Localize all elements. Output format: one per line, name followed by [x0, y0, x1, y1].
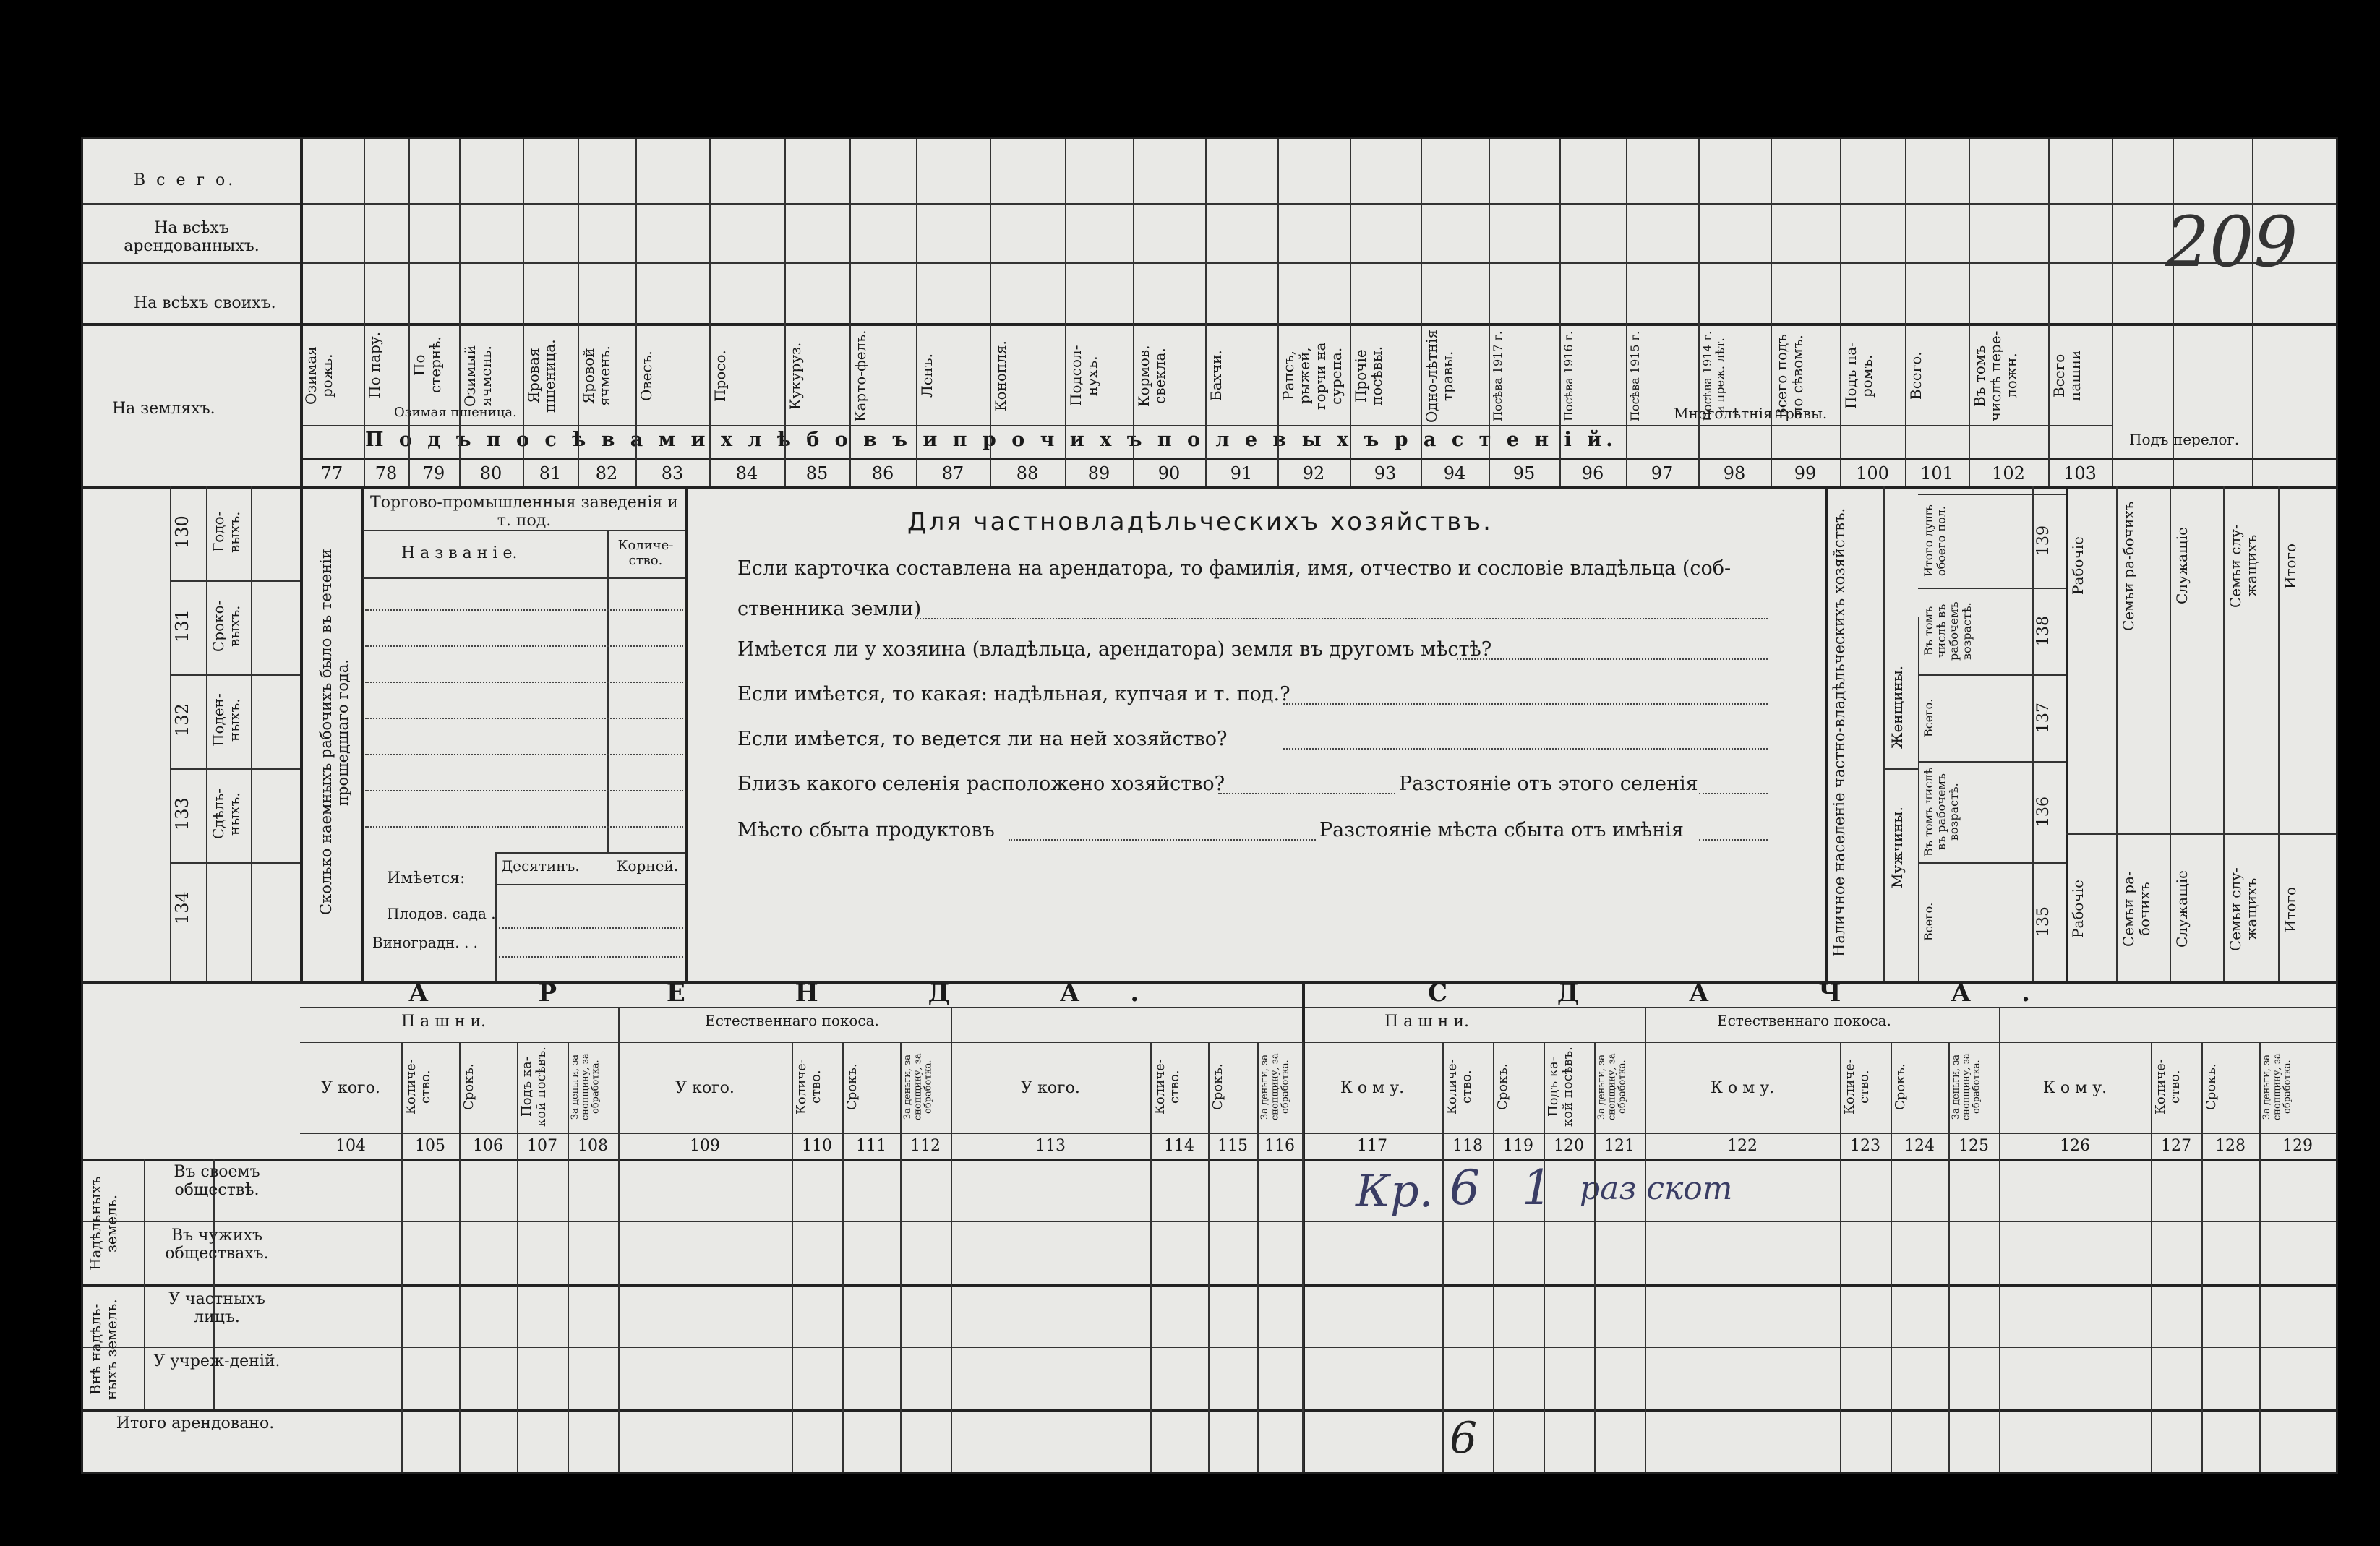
- crop-header: Посѣва 1914 г. и преж. лѣт.: [1700, 330, 1727, 421]
- crop-header: Прочіе посѣвы.: [1352, 345, 1385, 406]
- col-srok: Срокъ.: [461, 1063, 476, 1111]
- col-komu: К о м у.: [1340, 1079, 1405, 1097]
- trade-title: Торгово-промышленныя заведенія и т. под.: [370, 494, 678, 531]
- desyatin-header: Десятинъ.: [501, 857, 580, 875]
- crop-header: Озимая рожь.: [302, 346, 335, 405]
- corner-page-number: 209: [2165, 202, 2298, 283]
- column-number: 98: [1723, 463, 1746, 484]
- arenda-pashni: П а ш н и.: [401, 1013, 487, 1031]
- question-2: Имѣется ли у хозяина (владѣльца, арендатора) земля въ другомъ мѣстѣ?: [737, 638, 1492, 661]
- population-col-label: Итого душъ обоего пол.: [1922, 504, 1948, 577]
- bottom-col-number: 122: [1727, 1137, 1758, 1155]
- population-col-label: Всего.: [1922, 698, 1935, 737]
- sdacha-pashni: П а ш н и.: [1384, 1013, 1470, 1031]
- crop-header: Кормов. свекла.: [1135, 345, 1168, 407]
- column-number: 102: [1992, 463, 2025, 484]
- column-number: 95: [1512, 463, 1536, 484]
- col-za_dengi: За деньги, за снопщину, за обработка.: [1259, 1053, 1291, 1121]
- column-number: 88: [1016, 463, 1039, 484]
- crop-header: Кукуруз.: [787, 342, 804, 410]
- col-kolichestvo: Количе-ство.: [1152, 1059, 1182, 1115]
- col-kolichestvo: Количе-ство.: [1444, 1059, 1474, 1115]
- bottom-col-number: 115: [1217, 1137, 1248, 1155]
- arenda-pokos: Естественнаго покоса.: [705, 1012, 879, 1029]
- population-col-number: 136: [2034, 796, 2052, 827]
- col-komu: К о м у.: [2042, 1079, 2107, 1097]
- handwritten-1: 1: [1522, 1160, 1552, 1216]
- bottom-col-number: 117: [1357, 1137, 1387, 1155]
- column-number: 103: [2063, 463, 2097, 484]
- bottom-col-number: 124: [1904, 1137, 1935, 1155]
- bottom-col-number: 109: [690, 1137, 720, 1155]
- population-col-number: 138: [2034, 616, 2052, 646]
- bottom-col-number: 108: [578, 1137, 608, 1155]
- crop-header: Рапсъ, рыжей, горчи на сурепа.: [1280, 342, 1345, 410]
- column-number: 87: [941, 463, 964, 484]
- row-arendovannykh: На всѣхъ арендованныхъ.: [124, 219, 260, 256]
- korney-header: Корней.: [617, 857, 679, 875]
- col-kolichestvo: Количе-ство.: [2153, 1059, 2183, 1115]
- col-srok: Срокъ.: [2204, 1063, 2219, 1111]
- col-za_dengi: За деньги, за снопщину, за обработка.: [902, 1053, 934, 1121]
- column-number: 92: [1302, 463, 1325, 484]
- column-number: 99: [1794, 463, 1817, 484]
- population-caption: Наличное населеніе частно-владѣльческихъ хозяйствъ.: [1831, 507, 1848, 957]
- bottom-col-number: 126: [2060, 1137, 2090, 1155]
- worker-col-number: 133: [172, 797, 192, 830]
- bottom-col-number: 104: [335, 1137, 366, 1155]
- question-1: Если карточка составлена на арендатора, то фамилія, имя, отчество и сословіе владѣльца (соб-: [737, 557, 1732, 580]
- right-col-bottom: Семьи слу-жащихъ: [2227, 867, 2260, 951]
- crop-header: Посѣва 1915 г.: [1628, 330, 1642, 421]
- population-col-number: 135: [2034, 906, 2052, 937]
- crop-header: Конопля.: [992, 340, 1009, 411]
- column-number: 96: [1581, 463, 1604, 484]
- worker-col-number: 134: [172, 891, 192, 924]
- vineyard-label: Виноградн. . .: [372, 934, 479, 951]
- crop-header: По стернѣ.: [411, 336, 444, 394]
- right-col-bottom: Служащіе: [2173, 870, 2191, 948]
- worker-col-number: 131: [172, 609, 192, 643]
- crop-header: Всего подъ по сѣвомъ.: [1773, 333, 1806, 418]
- crop-header: Посѣва 1917 г.: [1491, 330, 1504, 421]
- bottom-col-number: 129: [2282, 1137, 2313, 1155]
- worker-col-label: Сдѣль-ныхъ.: [210, 788, 243, 840]
- trade-count-header: Количе-ство.: [617, 538, 674, 568]
- arenda-header: А Р Е Н Д А.: [408, 979, 1190, 1008]
- col-srok: Срокъ.: [1893, 1063, 1908, 1111]
- bottom-col-number: 113: [1035, 1137, 1066, 1155]
- vne-nadel-label: Внѣ надѣль-ныхъ земель.: [87, 1299, 120, 1400]
- column-number: 86: [871, 463, 894, 484]
- column-number: 91: [1230, 463, 1253, 484]
- population-col-label: Всего.: [1922, 902, 1935, 941]
- bottom-col-number: 127: [2161, 1137, 2191, 1155]
- population-col-number: 139: [2034, 525, 2052, 556]
- row-chastnykh-lits: У частныхъ лицъ.: [168, 1290, 265, 1327]
- right-col-bottom: Итого: [2282, 886, 2299, 932]
- col-za_dengi: За деньги, за снопщину, за обработка.: [2261, 1053, 2293, 1121]
- right-col-top: Семьи ра-бочихъ: [2120, 501, 2137, 631]
- column-number: 89: [1087, 463, 1110, 484]
- pod-posevami-banner: П о д ъ п о с ѣ в а м и х л ѣ б о в ъ и п р о ч и х ъ п о л е в ы х ъ р а с т е н і й.: [365, 429, 1617, 451]
- row-vsego: В с е г о.: [134, 171, 236, 189]
- worker-col-number: 132: [172, 703, 192, 737]
- pencil-six: 6: [1450, 1413, 1478, 1464]
- bottom-col-number: 120: [1554, 1137, 1584, 1155]
- right-col-top: Служащіе: [2173, 527, 2191, 605]
- right-col-bottom: Семьи ра-бочихъ: [2120, 871, 2153, 948]
- bottom-col-number: 112: [910, 1137, 941, 1155]
- ozimaya-pshenitsa: Озимая пшеница.: [394, 405, 517, 420]
- worker-col-label: Годо-выхъ.: [210, 511, 243, 553]
- question-1b: ственника земли): [737, 598, 922, 620]
- column-number: 85: [805, 463, 829, 484]
- crop-header: Посѣва 1916 г.: [1562, 330, 1575, 421]
- pod-perelog: Подъ перелог.: [2129, 431, 2240, 448]
- orchard-label: Плодов. сада .: [387, 905, 496, 922]
- crop-header: Всего.: [1907, 351, 1925, 400]
- bottom-col-number: 110: [802, 1137, 832, 1155]
- col-srok: Срокъ.: [844, 1063, 860, 1111]
- row-svoem-obshchestve: Въ своемъ обществѣ.: [174, 1163, 260, 1200]
- crop-header: Карто-фель.: [852, 330, 869, 422]
- crop-header: Овесъ.: [638, 351, 655, 401]
- question-4: Если имѣется, то ведется ли на ней хозяйство?: [737, 728, 1228, 750]
- has-label: Имѣется:: [387, 869, 466, 888]
- bottom-col-number: 118: [1452, 1137, 1483, 1155]
- right-col-top: Рабочіе: [2069, 536, 2086, 596]
- private-farms-title: Для частновладѣльческихъ хозяйствъ.: [907, 507, 1493, 536]
- bottom-col-number: 111: [856, 1137, 886, 1155]
- row-itogo-arendovano: Итого арендовано.: [116, 1414, 275, 1433]
- crop-header: Просо.: [711, 350, 729, 402]
- column-number: 100: [1856, 463, 1889, 484]
- trade-name-header: Н а з в а н і е.: [401, 544, 518, 562]
- column-number: 77: [320, 463, 343, 484]
- crop-header: Въ томъ числѣ пере-ложн.: [1971, 330, 2020, 421]
- bottom-col-number: 105: [415, 1137, 445, 1155]
- workers-caption: Сколько наемныхъ рабочихъ было въ теченіи прошедшаго года.: [317, 549, 352, 916]
- mnogoletnie-travy: Многолѣтнія травы.: [1674, 405, 1828, 422]
- column-number: 93: [1374, 463, 1397, 484]
- col-komu: К о м у.: [1710, 1079, 1775, 1097]
- col-u_kogo: У кого.: [1021, 1079, 1080, 1097]
- bottom-col-number: 106: [473, 1137, 503, 1155]
- col-u_kogo: У кого.: [675, 1079, 735, 1097]
- question-6b: Разстояніе мѣста сбыта отъ имѣнія: [1319, 819, 1684, 841]
- column-number: 90: [1157, 463, 1181, 484]
- col-za_dengi: За деньги, за снопщину, за обработка.: [1951, 1053, 1982, 1121]
- col-u_kogo: У кого.: [321, 1079, 380, 1097]
- col-srok: Срокъ.: [1495, 1063, 1510, 1111]
- crop-header: По пару.: [366, 331, 383, 399]
- nadel-label: Надѣльныхъ земель.: [87, 1176, 120, 1271]
- bottom-col-number: 128: [2215, 1137, 2246, 1155]
- column-number: 79: [422, 463, 445, 484]
- bottom-col-number: 107: [527, 1137, 557, 1155]
- crop-header: Яровой ячмень.: [580, 345, 613, 406]
- col-kolichestvo: Количе-ство.: [1842, 1059, 1872, 1115]
- crop-header: Яровая пшеница.: [525, 339, 558, 413]
- crop-header: Бахчи.: [1207, 350, 1225, 402]
- worker-col-number: 130: [172, 515, 192, 549]
- column-number: 94: [1443, 463, 1466, 484]
- crop-header: Ленъ.: [918, 353, 936, 398]
- crop-header: Подъ па-ромъ.: [1842, 342, 1875, 410]
- right-col-top: Итого: [2282, 543, 2299, 589]
- bottom-col-number: 125: [1959, 1137, 1989, 1155]
- men-label: Мужчины.: [1888, 807, 1906, 889]
- population-col-number: 137: [2034, 703, 2052, 733]
- column-number: 82: [595, 463, 618, 484]
- question-5: Близъ какого селенія расположено хозяйство?: [737, 773, 1225, 795]
- column-number: 101: [1920, 463, 1953, 484]
- col-za_dengi: За деньги, за снопщину, за обработка.: [1596, 1053, 1628, 1121]
- col-kolichestvo: Количе-ство.: [403, 1059, 433, 1115]
- bottom-col-number: 121: [1604, 1137, 1635, 1155]
- row-chuzhikh-obshchestvakh: Въ чужихъ обществахъ.: [165, 1227, 269, 1263]
- bottom-col-number: 116: [1264, 1137, 1295, 1155]
- question-6: Мѣсто сбыта продуктовъ: [737, 819, 995, 841]
- census-card: [81, 137, 2338, 1474]
- column-number: 84: [735, 463, 758, 484]
- crop-header: Одно-лѣтнія травы.: [1423, 329, 1456, 423]
- handwritten-kr: Кр.: [1356, 1164, 1434, 1217]
- sdacha-header: С Д А Ч А.: [1428, 979, 2081, 1008]
- column-number: 97: [1651, 463, 1674, 484]
- row-svoikh: На всѣхъ своихъ.: [134, 294, 276, 312]
- right-col-top: Семьи слу-жащихъ: [2227, 524, 2260, 608]
- sdacha-pokos: Естественнаго покоса.: [1717, 1012, 1891, 1029]
- col-srok: Срокъ.: [1210, 1063, 1225, 1111]
- bottom-col-number: 123: [1850, 1137, 1880, 1155]
- women-label: Женщины.: [1888, 665, 1906, 749]
- bottom-col-number: 114: [1164, 1137, 1194, 1155]
- right-col-bottom: Рабочіе: [2069, 880, 2086, 939]
- population-col-label: Въ томъ числѣ въ рабочемъ возрастѣ.: [1922, 601, 1974, 661]
- row-uchrezhdeniy: У учреж-деній.: [153, 1352, 281, 1370]
- worker-col-label: Сроко-выхъ.: [210, 600, 243, 652]
- crop-header: Подсол-нухъ.: [1067, 345, 1100, 407]
- column-number: 83: [661, 463, 684, 484]
- question-3: Если имѣется, то какая: надѣльная, купчая и т. под.?: [737, 683, 1290, 705]
- worker-col-label: Поден-ныхъ.: [210, 693, 243, 747]
- handwritten-raz-skot: раз скот: [1580, 1170, 1733, 1207]
- question-5b: Разстояніе отъ этого селенія: [1399, 773, 1698, 795]
- crop-header: Озимый ячмень.: [461, 345, 495, 407]
- col-pod_kakoy: Подъ ка-кой посѣвъ.: [1546, 1047, 1575, 1128]
- col-za_dengi: За деньги, за снопщину, за обработка.: [570, 1053, 602, 1121]
- population-col-label: Въ томъ числѣ въ рабочемъ возрастѣ.: [1922, 767, 1961, 856]
- col-kolichestvo: Количе-ство.: [794, 1059, 823, 1115]
- bottom-col-number: 119: [1503, 1137, 1533, 1155]
- column-number: 81: [539, 463, 562, 484]
- handwritten-6: 6: [1450, 1160, 1480, 1216]
- column-number: 80: [479, 463, 502, 484]
- row-na-zemlyakh: На земляхъ.: [112, 400, 215, 418]
- column-number: 78: [374, 463, 398, 484]
- col-pod_kakoy: Подъ ка-кой посѣвъ.: [519, 1047, 549, 1128]
- crop-header: Всего пашни: [2050, 350, 2084, 402]
